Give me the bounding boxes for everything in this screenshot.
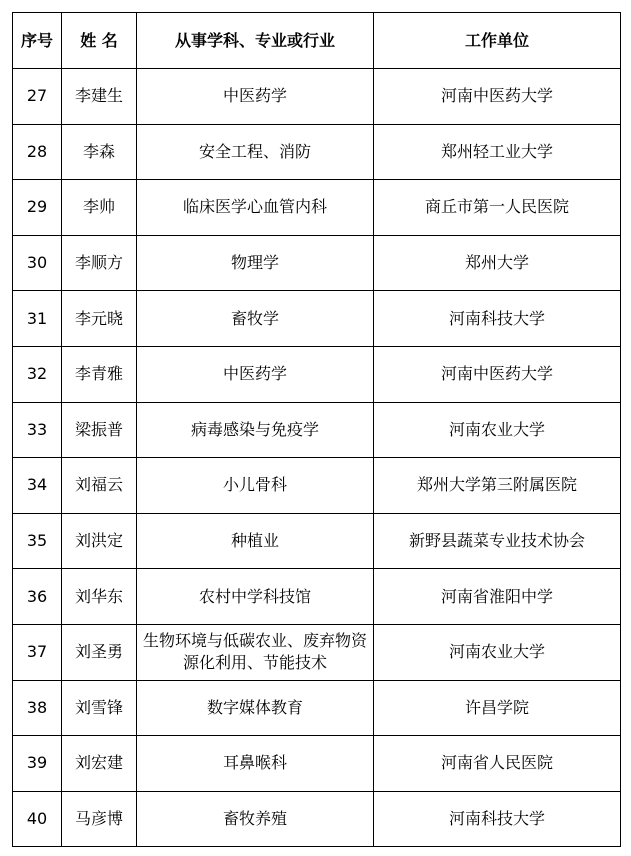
table-row (13, 235, 621, 291)
cell-field: 安全工程、消防 (137, 124, 374, 180)
cell-name: 刘圣勇 (62, 624, 137, 680)
cell-no: 34 (13, 458, 62, 514)
cell-field: 农村中学科技馆 (137, 569, 374, 625)
cell-field: 数字媒体教育 (137, 680, 374, 736)
cell-name: 李青雅 (62, 346, 137, 402)
table-row (13, 736, 621, 792)
cell-no: 39 (13, 736, 62, 792)
header-field: 从事学科、专业或行业 (137, 13, 374, 69)
cell-no: 28 (13, 124, 62, 180)
table-row (13, 346, 621, 402)
cell-name: 刘福云 (62, 458, 137, 514)
roster-table (12, 12, 621, 847)
table-row (13, 680, 621, 736)
cell-unit: 河南省人民医院 (374, 736, 621, 792)
table-row (13, 513, 621, 569)
header-unit: 工作单位 (374, 13, 621, 69)
cell-name: 刘宏建 (62, 736, 137, 792)
cell-field: 中医药学 (137, 346, 374, 402)
cell-unit: 新野县蔬菜专业技术协会 (374, 513, 621, 569)
table-row (13, 180, 621, 236)
cell-name: 李顺方 (62, 235, 137, 291)
cell-name: 李帅 (62, 180, 137, 236)
cell-unit: 河南中医药大学 (374, 346, 621, 402)
cell-no: 36 (13, 569, 62, 625)
cell-name: 刘华东 (62, 569, 137, 625)
cell-field: 中医药学 (137, 69, 374, 125)
cell-name: 李元晓 (62, 291, 137, 347)
table-row (13, 458, 621, 514)
cell-field: 生物环境与低碳农业、废弃物资源化利用、节能技术 (137, 624, 374, 680)
table-header (13, 13, 621, 69)
table-row (13, 402, 621, 458)
cell-unit: 许昌学院 (374, 680, 621, 736)
header-row (13, 13, 621, 69)
cell-name: 李建生 (62, 69, 137, 125)
cell-no: 32 (13, 346, 62, 402)
cell-no: 33 (13, 402, 62, 458)
cell-unit: 郑州轻工业大学 (374, 124, 621, 180)
header-no: 序号 (13, 13, 62, 69)
cell-field: 耳鼻喉科 (137, 736, 374, 792)
table-row (13, 569, 621, 625)
header-name: 姓 名 (62, 13, 137, 69)
cell-field: 畜牧学 (137, 291, 374, 347)
cell-field: 小儿骨科 (137, 458, 374, 514)
table-row (13, 791, 621, 847)
cell-no: 37 (13, 624, 62, 680)
cell-no: 31 (13, 291, 62, 347)
cell-field: 病毒感染与免疫学 (137, 402, 374, 458)
cell-name: 刘雪锋 (62, 680, 137, 736)
table-body (13, 69, 621, 847)
table-row (13, 624, 621, 680)
cell-unit: 郑州大学第三附属医院 (374, 458, 621, 514)
cell-no: 30 (13, 235, 62, 291)
cell-name: 马彦博 (62, 791, 137, 847)
cell-no: 40 (13, 791, 62, 847)
cell-unit: 商丘市第一人民医院 (374, 180, 621, 236)
cell-unit: 郑州大学 (374, 235, 621, 291)
cell-field: 种植业 (137, 513, 374, 569)
cell-field: 畜牧养殖 (137, 791, 374, 847)
cell-unit: 河南科技大学 (374, 791, 621, 847)
table-row (13, 124, 621, 180)
cell-name: 梁振普 (62, 402, 137, 458)
cell-unit: 河南农业大学 (374, 624, 621, 680)
cell-unit: 河南农业大学 (374, 402, 621, 458)
cell-name: 刘洪定 (62, 513, 137, 569)
table-row (13, 69, 621, 125)
cell-field: 临床医学心血管内科 (137, 180, 374, 236)
cell-field: 物理学 (137, 235, 374, 291)
cell-no: 29 (13, 180, 62, 236)
cell-unit: 河南省淮阳中学 (374, 569, 621, 625)
cell-unit: 河南科技大学 (374, 291, 621, 347)
cell-unit: 河南中医药大学 (374, 69, 621, 125)
cell-no: 38 (13, 680, 62, 736)
cell-no: 27 (13, 69, 62, 125)
cell-no: 35 (13, 513, 62, 569)
cell-name: 李森 (62, 124, 137, 180)
table-row (13, 291, 621, 347)
